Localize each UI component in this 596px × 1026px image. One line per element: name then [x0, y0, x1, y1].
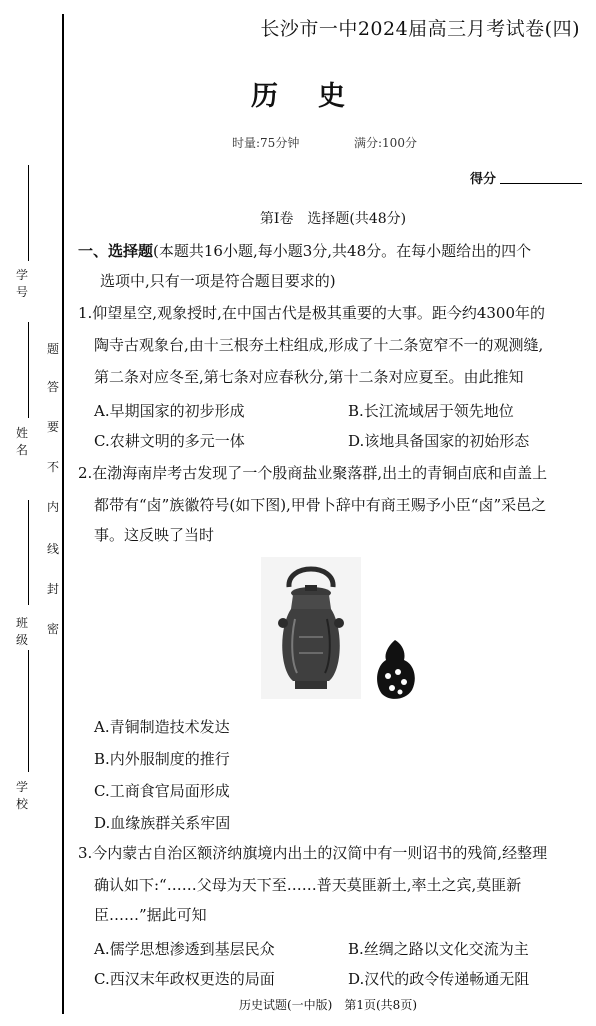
section-instruction-rest: (本题共16小题,每小题3分,共48分。在每小题给出的四个 — [153, 242, 532, 260]
q1-option-d: D.该地具备国家的初始形态 — [348, 432, 530, 450]
q3-option-d: D.汉代的政令传递畅通无阻 — [348, 970, 530, 988]
seal-char-6: 线 — [46, 542, 59, 556]
q1-option-a: A.早期国家的初步形成 — [94, 402, 245, 420]
q2-line-3: 事。这反映了当时 — [94, 526, 215, 544]
q1-line-2: 陶寺古观象台,由十三根夯土柱组成,形成了十二条宽窄不一的观测缝, — [94, 336, 544, 354]
q3-option-b: B.丝绸之路以文化交流为主 — [348, 940, 529, 958]
student-no-label: 学号 — [15, 268, 28, 299]
q3-option-c: C.西汉末年政权更迭的局面 — [94, 970, 275, 988]
seal-char-5: 内 — [46, 500, 59, 514]
full-score: 满分:100分 — [354, 136, 417, 150]
seal-char-2: 答 — [46, 380, 59, 394]
q1-option-b: B.长江流域居于领先地位 — [348, 402, 514, 420]
q1-option-c: C.农耕文明的多元一体 — [94, 432, 245, 450]
section-instruction — [78, 236, 531, 266]
score-blank — [500, 183, 582, 184]
q3-option-a: A.儒学思想渗透到基层民众 — [94, 940, 275, 958]
class-label: 班级 — [15, 616, 28, 647]
seal-char-1: 题 — [46, 342, 59, 356]
page-footer: 历史试题(一中版) 第1页(共8页) — [239, 998, 417, 1012]
exam-title: 长沙市一中2024届高三月考试卷(四) — [260, 18, 580, 40]
bronze-vessel-image — [261, 557, 361, 699]
q3-line-2: 确认如下:“……父母为天下至……普天莫匪新土,率土之宾,莫匪新 — [94, 876, 522, 894]
section-title: 第Ⅰ卷 选择题(共48分) — [259, 211, 407, 227]
school-label: 学校 — [15, 780, 28, 811]
binding-line — [62, 14, 64, 1014]
q2-option-b: B.内外服制度的推行 — [94, 750, 230, 768]
q1-line-3: 第二条对应冬至,第七条对应春秋分,第十二条对应夏至。由此推知 — [94, 368, 524, 386]
q2-option-d: D.血缘族群关系牢固 — [94, 814, 231, 832]
q2-line-2: 都带有“卤”族徽符号(如下图),甲骨卜辞中有商王赐予小臣“卤”采邑之 — [94, 496, 547, 514]
q2-line-1: 2.在渤海南岸考古发现了一个殷商盐业聚落群,出土的青铜卣底和卣盖上 — [78, 464, 548, 482]
section-instruction-heading: 一、选择题 — [78, 242, 154, 260]
score-label: 得分 — [470, 172, 497, 187]
section-instruction-line2: 选项中,只有一项是符合题目要求的) — [100, 272, 336, 290]
name-label: 姓名 — [15, 426, 28, 457]
exam-time: 时量:75分钟 — [232, 136, 300, 150]
q1-line-1: 1.仰望星空,观象授时,在中国古代是极其重要的大事。距今约4300年的 — [78, 304, 546, 322]
seal-char-3: 要 — [46, 420, 59, 434]
lu-clan-emblem-icon — [370, 636, 420, 702]
q2-option-c: C.工商食官局面形成 — [94, 782, 230, 800]
subject-title: 历史 — [251, 81, 385, 112]
seal-char-7: 封 — [46, 582, 59, 596]
school-blank — [28, 650, 29, 772]
name-blank — [28, 322, 29, 418]
seal-char-8: 密 — [46, 622, 59, 636]
q3-line-1: 3.今内蒙古自治区额济纳旗境内出土的汉简中有一则诏书的残简,经整理 — [78, 844, 548, 862]
q3-line-3: 臣……”据此可知 — [94, 906, 207, 924]
q2-option-a: A.青铜制造技术发达 — [94, 718, 230, 736]
class-blank — [28, 500, 29, 605]
seal-char-4: 不 — [46, 460, 59, 474]
